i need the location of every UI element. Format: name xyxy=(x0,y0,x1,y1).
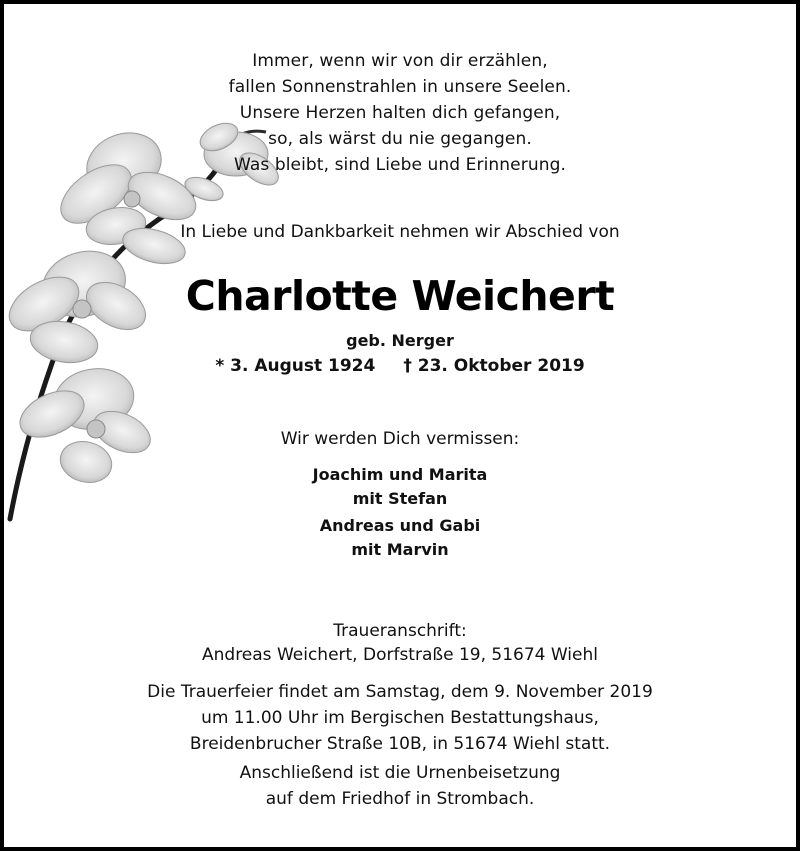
poem-line: fallen Sonnenstrahlen in unsere Seelen. xyxy=(228,77,572,97)
poem-line: Was bleibt, sind Liebe und Erinnerung. xyxy=(234,155,566,175)
poem-line: so, als wärst du nie gegangen. xyxy=(268,129,532,149)
urn-line: auf dem Friedhof in Strombach. xyxy=(265,789,535,809)
family-names: Joachim und Marita xyxy=(312,465,488,484)
family-names: Andreas und Gabi xyxy=(319,516,481,535)
family-children: mit Marvin xyxy=(351,540,449,559)
farewell-intro xyxy=(4,219,796,245)
mourners-intro xyxy=(4,426,796,452)
address-value: Andreas Weichert, Dorfstraße 19, 51674 Wiehl xyxy=(202,645,598,665)
deceased-name xyxy=(4,270,796,322)
funeral-line: um 11.00 Uhr im Bergischen Bestattungshaus, xyxy=(201,708,599,728)
funeral-line: Die Trauerfeier findet am Samstag, dem 9. November 2019 xyxy=(147,682,653,702)
funeral-line: Breidenbrucher Straße 10B, in 51674 Wiehl statt. xyxy=(189,734,611,754)
death-date: † 23. Oktober 2019 xyxy=(403,356,585,376)
poem-line: Unsere Herzen halten dich gefangen, xyxy=(239,103,561,123)
family-entry xyxy=(4,514,796,562)
family-children: mit Stefan xyxy=(352,489,448,508)
mourners-intro-text: Wir werden Dich vermissen: xyxy=(280,429,520,449)
family-entry xyxy=(4,463,796,511)
urn-line: Anschließend ist die Urnenbeisetzung xyxy=(239,763,561,783)
maiden-name-text: geb. Nerger xyxy=(346,331,454,350)
poem xyxy=(4,48,796,178)
life-dates xyxy=(4,353,796,379)
maiden-name xyxy=(4,329,796,353)
poem-line: Immer, wenn wir von dir erzählen, xyxy=(252,51,548,71)
funeral-details xyxy=(4,679,796,757)
birth-date: * 3. August 1924 xyxy=(215,356,376,376)
deceased-name-text: Charlotte Weichert xyxy=(185,272,615,320)
urn-burial-details xyxy=(4,760,796,812)
mourning-address xyxy=(4,619,796,667)
farewell-intro-text: In Liebe und Dankbarkeit nehmen wir Abschied von xyxy=(180,222,620,242)
address-label: Traueranschrift: xyxy=(333,621,467,641)
